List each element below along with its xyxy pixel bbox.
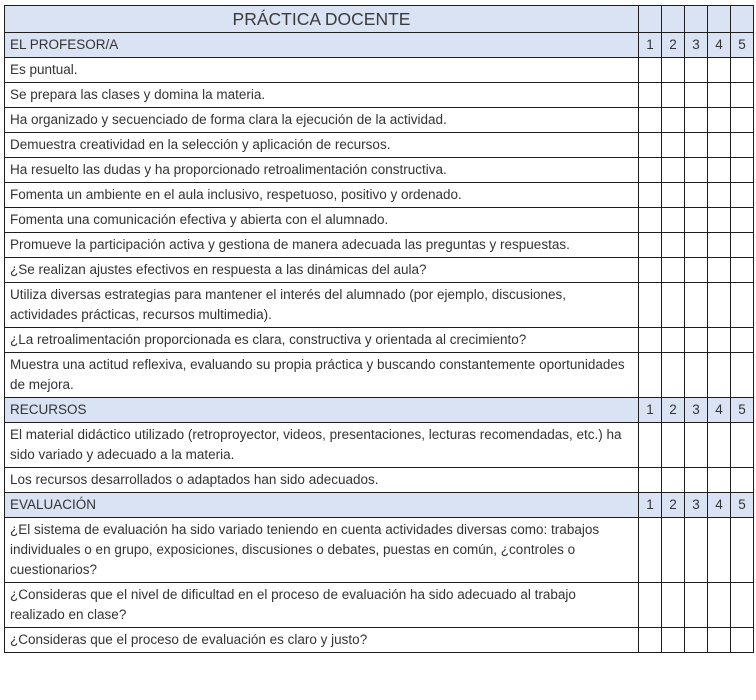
score-cell[interactable] — [639, 83, 662, 108]
score-cell[interactable] — [685, 108, 708, 133]
criterion-row — [5, 353, 754, 398]
score-cell[interactable] — [685, 208, 708, 233]
score-cell[interactable] — [639, 423, 662, 468]
section-header-row — [5, 398, 754, 423]
criterion-row — [5, 468, 754, 493]
criterion-row — [5, 133, 754, 158]
criterion-text: Los recursos desarrollados o adaptados han sido adecuados. — [5, 468, 639, 493]
score-level-header: 5 — [731, 33, 754, 58]
score-cell[interactable] — [708, 353, 731, 398]
score-cell[interactable] — [639, 258, 662, 283]
score-cell[interactable] — [639, 353, 662, 398]
score-cell[interactable] — [639, 133, 662, 158]
criterion-text: Es puntual. — [5, 58, 639, 83]
title-spacer-cell — [639, 6, 662, 33]
criterion-row — [5, 628, 754, 653]
score-level-header: 5 — [731, 398, 754, 423]
section-header-row — [5, 493, 754, 518]
criterion-text: ¿Se realizan ajustes efectivos en respuesta a las dinámicas del aula? — [5, 258, 639, 283]
score-cell[interactable] — [708, 133, 731, 158]
score-cell[interactable] — [662, 58, 685, 83]
criterion-text: Ha organizado y secuenciado de forma clara la ejecución de la actividad. — [5, 108, 639, 133]
score-cell[interactable] — [731, 423, 754, 468]
score-cell[interactable] — [685, 353, 708, 398]
criterion-row — [5, 283, 754, 328]
score-level-header: 5 — [731, 493, 754, 518]
score-cell[interactable] — [731, 353, 754, 398]
criterion-text: Promueve la participación activa y gestiona de manera adecuada las preguntas y respuestas. — [5, 233, 639, 258]
criterion-row — [5, 328, 754, 353]
title-spacer-cell — [685, 6, 708, 33]
criterion-text: Fomenta un ambiente en el aula inclusivo, respetuoso, positivo y ordenado. — [5, 183, 639, 208]
score-cell[interactable] — [708, 328, 731, 353]
score-cell[interactable] — [685, 158, 708, 183]
score-cell[interactable] — [639, 233, 662, 258]
score-level-header: 1 — [639, 398, 662, 423]
criterion-text: El material didáctico utilizado (retroproyector, videos, presentaciones, lecturas recomendadas, etc.) ha sido variado y adecuado a la materia. — [5, 423, 639, 468]
score-cell[interactable] — [708, 233, 731, 258]
criterion-row — [5, 208, 754, 233]
score-cell[interactable] — [731, 258, 754, 283]
criterion-row — [5, 108, 754, 133]
criterion-text: ¿La retroalimentación proporcionada es clara, constructiva y orientada al crecimiento? — [5, 328, 639, 353]
score-cell[interactable] — [662, 518, 685, 583]
criterion-text: ¿El sistema de evaluación ha sido variado teniendo en cuenta actividades diversas como: trabajos individuales o en grupo, exposiciones, discusiones o debates, puestas en común, ¿controles o cuestionarios? — [5, 518, 639, 583]
score-cell[interactable] — [685, 258, 708, 283]
criterion-text: Se prepara las clases y domina la materia. — [5, 83, 639, 108]
score-cell[interactable] — [639, 183, 662, 208]
score-cell[interactable] — [662, 133, 685, 158]
score-cell[interactable] — [639, 328, 662, 353]
score-cell[interactable] — [685, 133, 708, 158]
score-cell[interactable] — [685, 83, 708, 108]
score-cell[interactable] — [662, 83, 685, 108]
score-cell[interactable] — [662, 233, 685, 258]
score-cell[interactable] — [662, 628, 685, 653]
score-level-header: 3 — [685, 398, 708, 423]
score-cell[interactable] — [731, 518, 754, 583]
score-level-header: 4 — [708, 398, 731, 423]
score-cell[interactable] — [731, 328, 754, 353]
score-cell[interactable] — [685, 423, 708, 468]
score-cell[interactable] — [685, 283, 708, 328]
score-cell[interactable] — [662, 423, 685, 468]
section-header-row — [5, 33, 754, 58]
score-cell[interactable] — [662, 283, 685, 328]
score-cell[interactable] — [708, 183, 731, 208]
score-cell[interactable] — [639, 208, 662, 233]
score-cell[interactable] — [731, 183, 754, 208]
score-cell[interactable] — [639, 628, 662, 653]
score-cell[interactable] — [731, 208, 754, 233]
criterion-text: Utiliza diversas estrategias para mantener el interés del alumnado (por ejemplo, discusiones, actividades prácticas, recursos multimedia). — [5, 283, 639, 328]
criterion-row — [5, 183, 754, 208]
score-cell[interactable] — [685, 233, 708, 258]
score-level-header: 3 — [685, 33, 708, 58]
score-cell[interactable] — [731, 628, 754, 653]
score-cell[interactable] — [708, 423, 731, 468]
score-cell[interactable] — [731, 233, 754, 258]
score-cell[interactable] — [662, 468, 685, 493]
score-cell[interactable] — [639, 468, 662, 493]
score-cell[interactable] — [708, 108, 731, 133]
score-cell[interactable] — [685, 58, 708, 83]
score-level-header: 2 — [662, 33, 685, 58]
score-cell[interactable] — [685, 468, 708, 493]
score-cell[interactable] — [731, 283, 754, 328]
score-cell[interactable] — [685, 328, 708, 353]
criterion-row — [5, 158, 754, 183]
score-cell[interactable] — [685, 583, 708, 628]
score-cell[interactable] — [685, 518, 708, 583]
score-cell[interactable] — [662, 208, 685, 233]
score-cell[interactable] — [639, 108, 662, 133]
criterion-text: Muestra una actitud reflexiva, evaluando su propia práctica y buscando constantemente oportunidades de mejora. — [5, 353, 639, 398]
score-cell[interactable] — [708, 583, 731, 628]
criterion-text: Ha resuelto las dudas y ha proporcionado retroalimentación constructiva. — [5, 158, 639, 183]
score-cell[interactable] — [731, 108, 754, 133]
score-cell[interactable] — [685, 628, 708, 653]
criterion-text: Fomenta una comunicación efectiva y abierta con el alumnado. — [5, 208, 639, 233]
score-cell[interactable] — [639, 283, 662, 328]
score-level-header: 2 — [662, 493, 685, 518]
score-level-header: 4 — [708, 493, 731, 518]
criterion-row — [5, 83, 754, 108]
criterion-row — [5, 518, 754, 583]
score-cell[interactable] — [731, 83, 754, 108]
score-cell[interactable] — [708, 258, 731, 283]
table-title: PRÁCTICA DOCENTE — [5, 6, 639, 33]
section-label: EVALUACIÓN — [5, 493, 639, 518]
criterion-row — [5, 58, 754, 83]
criterion-row — [5, 423, 754, 468]
score-cell[interactable] — [731, 133, 754, 158]
score-cell[interactable] — [708, 208, 731, 233]
title-spacer-cell — [731, 6, 754, 33]
score-cell[interactable] — [708, 83, 731, 108]
score-cell[interactable] — [639, 518, 662, 583]
section-label: EL PROFESOR/A — [5, 33, 639, 58]
title-row — [5, 6, 754, 33]
score-cell[interactable] — [731, 58, 754, 83]
score-cell[interactable] — [708, 58, 731, 83]
score-level-header: 2 — [662, 398, 685, 423]
criterion-row — [5, 233, 754, 258]
score-level-header: 1 — [639, 33, 662, 58]
score-cell[interactable] — [662, 183, 685, 208]
score-cell[interactable] — [662, 328, 685, 353]
score-cell[interactable] — [731, 158, 754, 183]
score-cell[interactable] — [639, 583, 662, 628]
criterion-row — [5, 258, 754, 283]
score-cell[interactable] — [639, 158, 662, 183]
title-spacer-cell — [662, 6, 685, 33]
score-cell[interactable] — [708, 468, 731, 493]
criterion-text: ¿Consideras que el proceso de evaluación es claro y justo? — [5, 628, 639, 653]
score-cell[interactable] — [662, 583, 685, 628]
criterion-text: Demuestra creatividad en la selección y aplicación de recursos. — [5, 133, 639, 158]
criterion-text: ¿Consideras que el nivel de dificultad en el proceso de evaluación ha sido adecuado al trabajo realizado en clase? — [5, 583, 639, 628]
practica-docente-table — [4, 5, 754, 653]
score-level-header: 3 — [685, 493, 708, 518]
score-level-header: 4 — [708, 33, 731, 58]
score-cell[interactable] — [731, 468, 754, 493]
score-cell[interactable] — [708, 283, 731, 328]
score-cell[interactable] — [662, 158, 685, 183]
score-cell[interactable] — [731, 583, 754, 628]
criterion-row — [5, 583, 754, 628]
score-cell[interactable] — [708, 518, 731, 583]
score-cell[interactable] — [708, 628, 731, 653]
score-cell[interactable] — [685, 183, 708, 208]
score-level-header: 1 — [639, 493, 662, 518]
score-cell[interactable] — [639, 58, 662, 83]
score-cell[interactable] — [662, 353, 685, 398]
score-cell[interactable] — [662, 108, 685, 133]
section-label: RECURSOS — [5, 398, 639, 423]
score-cell[interactable] — [662, 258, 685, 283]
score-cell[interactable] — [708, 158, 731, 183]
title-spacer-cell — [708, 6, 731, 33]
